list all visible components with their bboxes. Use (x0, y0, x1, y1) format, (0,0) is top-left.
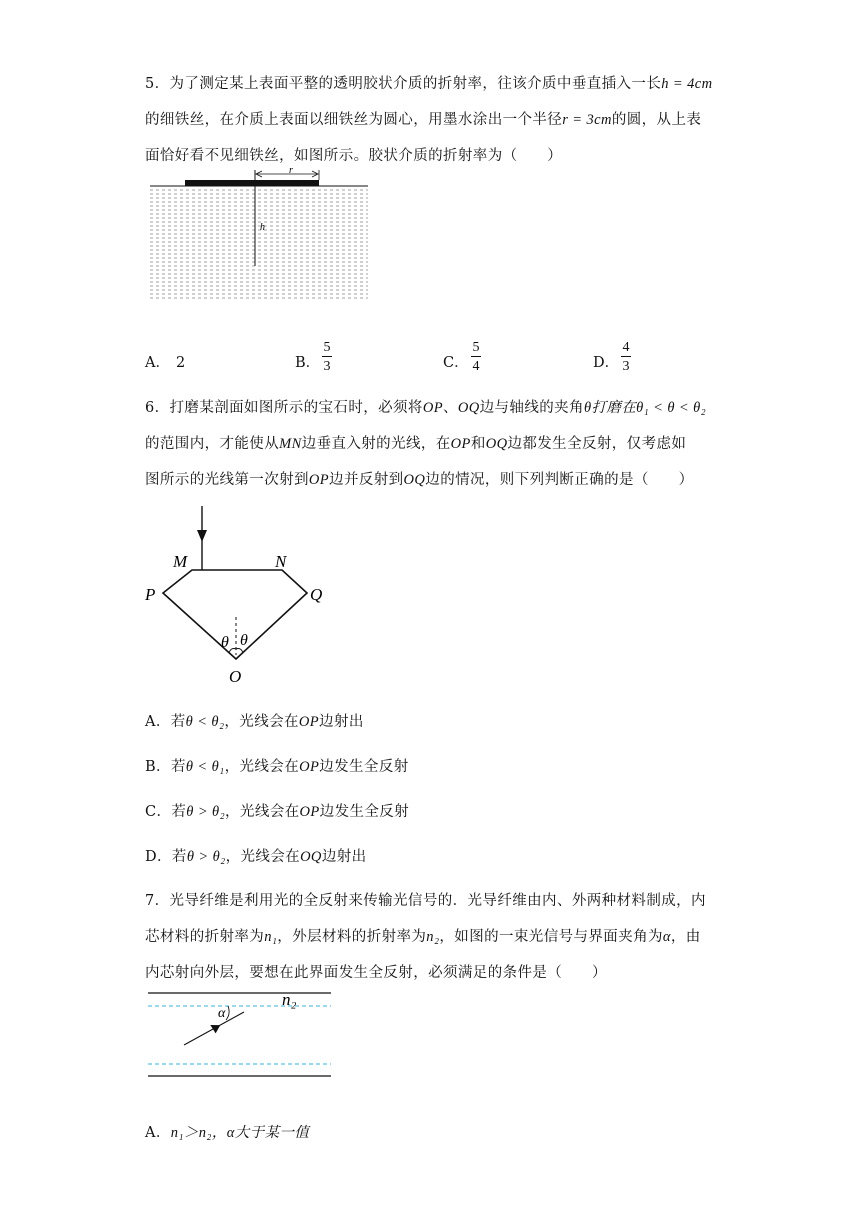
option-text: ，光线会在 (224, 759, 300, 775)
q6-option-d[interactable] (145, 845, 367, 866)
q6-text: 边并反射到 (329, 472, 404, 488)
option-label: C．若 (145, 804, 187, 820)
q7-text: 7．光导纤维是利用光的全反射来传输光信号的．光导纤维由内、外两种材料制成，内 (145, 893, 706, 909)
option-text: ，光线会在 (224, 714, 299, 730)
ray-arrowhead (197, 530, 207, 542)
q5-figure (150, 165, 368, 299)
q5-option-b[interactable] (295, 351, 320, 372)
q5-h-value: h = 4cm (661, 76, 713, 92)
edge-op: OP (422, 400, 443, 416)
label-Q: Q (310, 585, 323, 604)
q5-option-c-fraction (471, 340, 481, 374)
denominator: 3 (622, 359, 630, 374)
q7-text: 芯材料的折射率为 (145, 929, 265, 945)
q7-figure (148, 990, 331, 1076)
option-label: D． (593, 355, 620, 371)
option-label: A． (145, 1125, 171, 1141)
option-edge: OP (298, 714, 320, 730)
q6-option-a[interactable] (145, 710, 364, 731)
theta-range: θ打磨在θ₁ < θ < θ₂ (583, 400, 707, 416)
q5-text: 的细铁丝，在介质上表面以细铁丝为圆心，用墨水涂出一个半径 (145, 112, 563, 128)
q5-text: 5．为了测定某上表面平整的透明胶状介质的折射率，往该介质中垂直插入一长 (145, 76, 662, 92)
ink-circle (185, 180, 319, 186)
q6-option-c[interactable] (145, 800, 409, 821)
n2-symbol: n₂ (426, 929, 440, 945)
label-h: h (260, 222, 265, 233)
label-theta-right: θ (240, 632, 248, 649)
option-condition: θ < θ₂ (185, 714, 225, 730)
q6-text: 和 (470, 436, 486, 452)
medium-body (150, 187, 368, 299)
denominator: 3 (323, 359, 331, 374)
alpha-symbol: α (662, 929, 671, 945)
option-label: B． (295, 355, 321, 371)
q7-text: 内芯射向外层，要想在此界面发生全反射，必须满足的条件是（ ） (145, 965, 607, 981)
q5-option-d[interactable] (593, 351, 619, 372)
option-text: ，光线会在 (225, 849, 301, 865)
q6-text: 边都发生全反射，仅考虑如 (507, 436, 687, 452)
q5-option-c[interactable] (443, 351, 469, 372)
option-text: ，光线会在 (225, 804, 300, 820)
edge-op: OP (308, 472, 330, 488)
separator: 、 (442, 400, 458, 416)
option-value: 2 (175, 355, 186, 371)
q6-text: 边与轴线的夹角 (479, 400, 584, 416)
option-text: 边射出 (319, 714, 364, 730)
q6-text: 的范围内，才能使从 (145, 436, 280, 452)
q6-text: 边垂直入射的光线，在 (301, 436, 451, 452)
edge-oq: OQ (457, 400, 480, 416)
q5-text: 的圆，从上表 (611, 112, 702, 128)
option-label: D．若 (145, 849, 187, 865)
option-text: n₁＞n₂，α大于某一值 (170, 1125, 310, 1141)
q7-text: ，如图的一束光信号与界面夹角为 (439, 929, 663, 945)
label-N: N (275, 552, 287, 571)
edge-op: OP (450, 436, 471, 452)
q5-option-a[interactable] (145, 351, 185, 372)
q5-option-d-fraction (621, 340, 631, 374)
q6-figure (144, 506, 322, 686)
q5-option-b-fraction (322, 340, 332, 374)
option-text: 边发生全反射 (319, 804, 410, 820)
q6-text: 6．打磨某剖面如图所示的宝石时，必须将 (145, 400, 423, 416)
option-text: 边发生全反射 (319, 759, 409, 775)
numerator: 5 (472, 340, 480, 355)
option-edge: OP (299, 804, 320, 820)
option-condition: θ < θ₁ (185, 759, 225, 775)
q7-option-a[interactable] (145, 1121, 309, 1142)
q6-line2 (145, 432, 686, 453)
edge-oq: OQ (403, 472, 426, 488)
numerator: 4 (622, 340, 630, 355)
n1-symbol: n₁ (264, 929, 278, 945)
q6-option-b[interactable] (145, 755, 409, 776)
numerator: 5 (323, 340, 331, 355)
q7-text: ，外层材料的折射率为 (277, 929, 427, 945)
option-label: A．若 (145, 714, 186, 730)
label-M: M (173, 552, 188, 571)
option-text: 边射出 (321, 849, 367, 865)
q6-text: 边的情况，则下列判断正确的是（ ） (425, 472, 694, 488)
option-edge: OQ (300, 849, 322, 865)
label-O: O (229, 667, 242, 686)
q5-r-value: r = 3cm (562, 112, 612, 128)
q6-text: 图所示的光线第一次射到 (145, 472, 309, 488)
option-label: C． (443, 355, 469, 371)
label-n2: n₂ (282, 990, 297, 1009)
q6-line3 (145, 468, 694, 489)
q5-text: 面恰好看不见细铁丝，如图所示。胶状介质的折射率为（ ） (145, 148, 563, 164)
option-edge: OP (299, 759, 320, 775)
gem-outline (163, 570, 307, 659)
option-label: A． (145, 355, 170, 371)
label-r: r (289, 165, 293, 176)
label-alpha: α (218, 1006, 226, 1021)
q7-line2 (145, 925, 701, 946)
q7-line1 (145, 889, 706, 910)
option-condition: θ > θ₂ (186, 849, 226, 865)
q7-line3 (145, 961, 607, 982)
label-theta-left: θ (221, 634, 229, 651)
edge-oq: OQ (485, 436, 508, 452)
denominator: 4 (472, 359, 480, 374)
edge-mn: MN (279, 436, 302, 452)
q6-line1 (145, 396, 706, 417)
q7-text: ，由 (670, 929, 701, 945)
label-P: P (145, 585, 156, 604)
option-condition: θ > θ₂ (186, 804, 226, 820)
option-label: B．若 (145, 759, 186, 775)
